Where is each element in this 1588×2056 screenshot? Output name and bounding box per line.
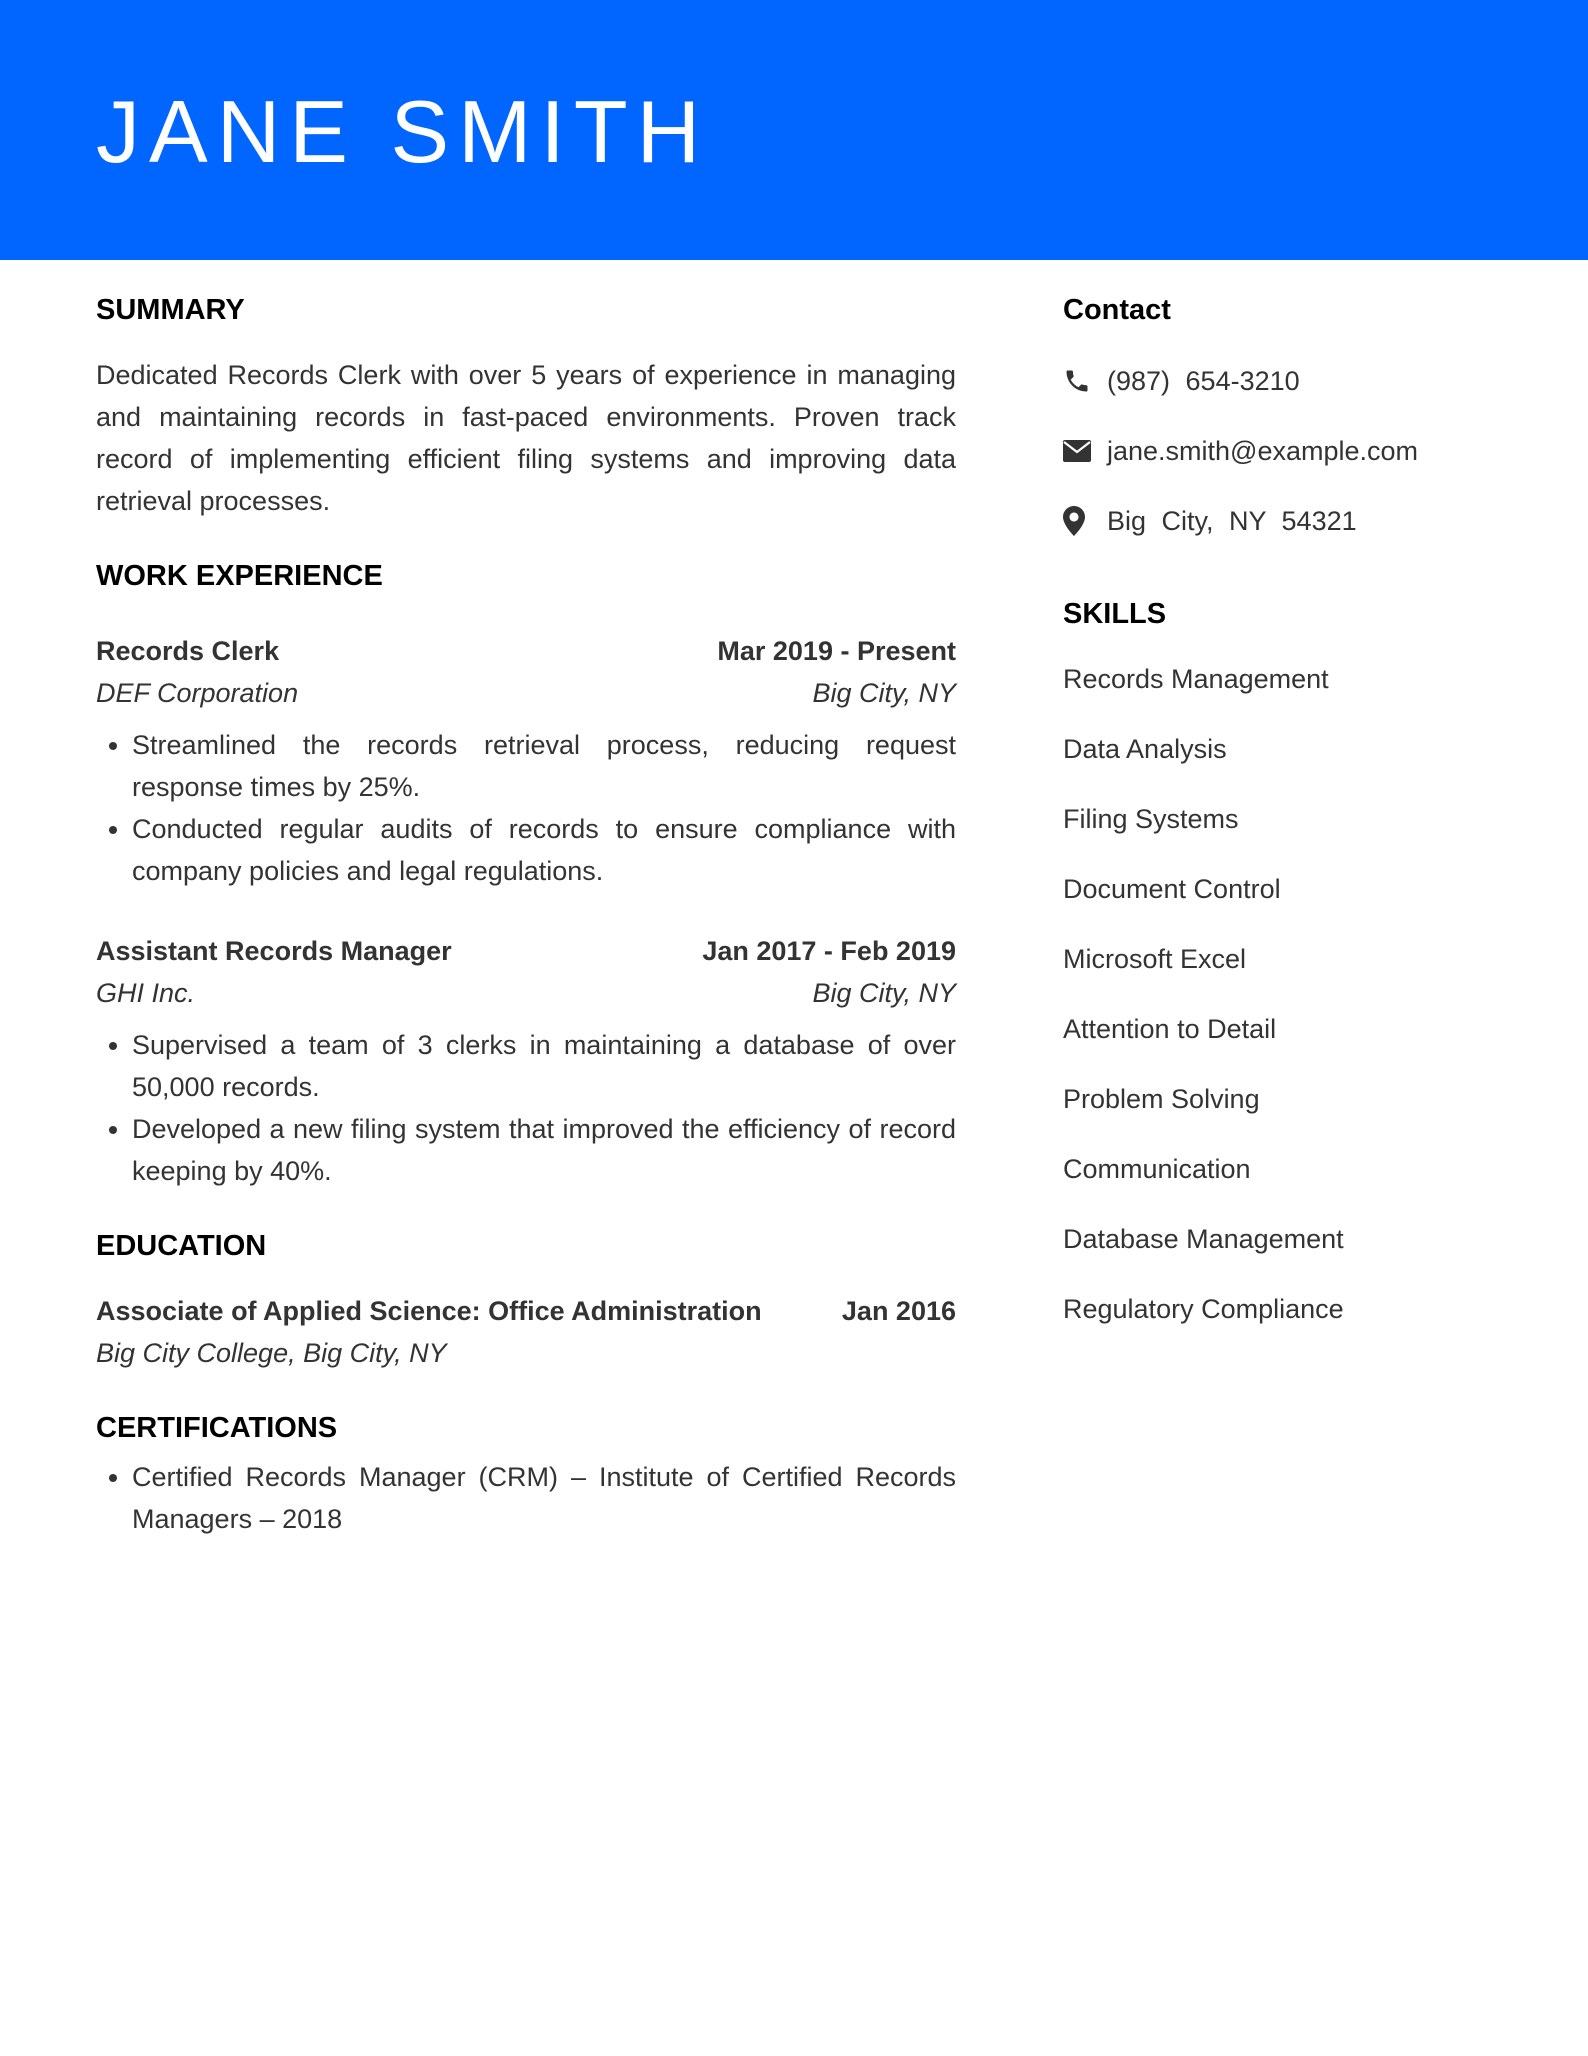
job-location: Big City, NY xyxy=(812,678,956,708)
skill-item: Attention to Detail xyxy=(1063,1014,1277,1044)
summary-heading: SUMMARY xyxy=(96,294,245,326)
main-column xyxy=(96,292,956,1540)
skill-item: Data Analysis xyxy=(1063,734,1227,764)
email-text: jane.smith@example.com xyxy=(1107,435,1419,466)
skill-item: Database Management xyxy=(1063,1224,1344,1254)
address-text: Big City, NY 54321 xyxy=(1107,505,1357,536)
certifications-section xyxy=(96,1410,956,1540)
work-experience-heading: WORK EXPERIENCE xyxy=(96,560,383,592)
job-location: Big City, NY xyxy=(812,978,956,1008)
education-section xyxy=(96,1228,956,1374)
job-bullet: • Conducted regular audits of records to ensure compliance with company policies and legal regulations. xyxy=(132,808,956,892)
job-company: GHI Inc. xyxy=(96,978,196,1008)
job-entry xyxy=(96,630,956,892)
map-pin-icon xyxy=(1063,500,1107,542)
degree-date: Jan 2016 xyxy=(841,1296,956,1326)
candidate-name: JANE SMITH xyxy=(96,82,710,181)
sidebar-column xyxy=(1063,292,1523,1330)
job-title: Assistant Records Manager xyxy=(96,936,452,966)
summary-text: Dedicated Records Clerk with over 5 years of experience in managing and maintaining records in fast-paced environments. Proven track record of implementing efficient filing systems and improving data retrieval processes. xyxy=(96,360,956,516)
skill-item: Problem Solving xyxy=(1063,1084,1260,1114)
skill-item: Communication xyxy=(1063,1154,1251,1184)
school-name: Big City College, Big City, NY xyxy=(96,1338,447,1368)
contact-section xyxy=(1063,292,1523,542)
envelope-icon xyxy=(1063,430,1107,472)
job-title: Records Clerk xyxy=(96,636,280,666)
phone-text: (987) 654-3210 xyxy=(1107,365,1300,396)
job-company: DEF Corporation xyxy=(96,678,299,708)
job-bullets xyxy=(96,1024,956,1192)
job-dates: Mar 2019 - Present xyxy=(717,636,956,666)
summary-section xyxy=(96,292,956,522)
skill-item: Records Management xyxy=(1063,664,1329,694)
skill-item: Filing Systems xyxy=(1063,804,1239,834)
job-bullet: • Supervised a team of 3 clerks in maintaining a database of over 50,000 records. xyxy=(132,1024,956,1108)
header-banner xyxy=(0,0,1588,260)
education-heading: EDUCATION xyxy=(96,1230,267,1262)
degree-title: Associate of Applied Science: Office Administration xyxy=(96,1296,762,1326)
certification-item: • Certified Records Manager (CRM) – Institute of Certified Records Managers – 2018 xyxy=(132,1456,956,1540)
work-experience-section xyxy=(96,558,956,1192)
certification-list xyxy=(96,1456,956,1540)
education-entry xyxy=(96,1290,956,1374)
skill-item: Document Control xyxy=(1063,874,1281,904)
phone-icon xyxy=(1063,360,1107,402)
contact-email xyxy=(1063,430,1523,472)
job-dates: Jan 2017 - Feb 2019 xyxy=(702,936,956,966)
job-bullet: • Streamlined the records retrieval process, reducing request response times by 25%. xyxy=(132,724,956,808)
skill-item: Microsoft Excel xyxy=(1063,944,1247,974)
certifications-heading: CERTIFICATIONS xyxy=(96,1412,338,1444)
contact-address xyxy=(1063,500,1523,542)
skills-section xyxy=(1063,596,1523,1330)
job-entry xyxy=(96,930,956,1192)
contact-phone xyxy=(1063,360,1523,402)
skill-item: Regulatory Compliance xyxy=(1063,1294,1344,1324)
job-bullet: • Developed a new filing system that improved the efficiency of record keeping by 40%. xyxy=(132,1108,956,1192)
contact-heading: Contact xyxy=(1063,294,1171,326)
job-bullets xyxy=(96,724,956,892)
skills-heading: SKILLS xyxy=(1063,598,1167,630)
